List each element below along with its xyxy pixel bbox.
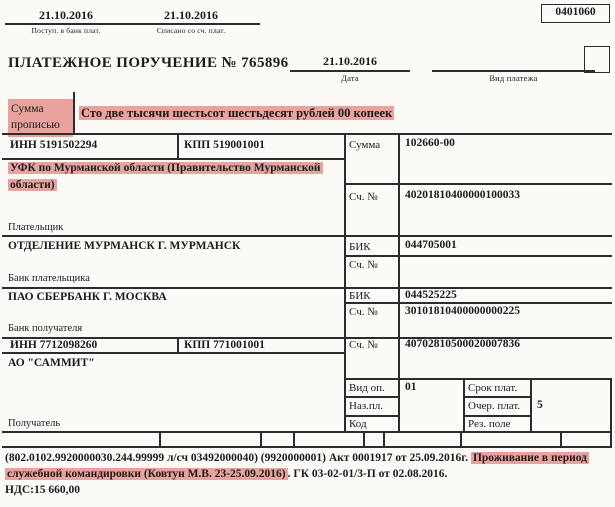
srok-rule	[463, 396, 531, 398]
payee-section-rule	[2, 431, 612, 433]
amount-in-words-label: Сумма прописью	[8, 99, 73, 137]
received-date-rule	[5, 23, 127, 25]
purpose-line2-highlight: служебной командировки (Ковтун М.В. 23-25.09.2016)	[7, 468, 286, 480]
tax-cell-divider-7	[560, 431, 562, 446]
srok-label: Срок плат.	[468, 382, 518, 394]
vat-line: НДС:15 660,00	[5, 484, 80, 496]
main-column-divider	[344, 133, 346, 431]
tax-cell-divider-4	[363, 431, 365, 446]
payee-bank-bik-label: БИК	[349, 290, 371, 302]
payment-kind-box	[584, 46, 610, 73]
document-date: 21.10.2016	[323, 54, 377, 68]
payer-bank-section-label: Банк плательщика	[8, 273, 90, 284]
form-code: 0401060	[555, 6, 596, 18]
payer-section-label: Плательщик	[8, 222, 64, 233]
payee-kpp: КПП 771001001	[184, 339, 265, 351]
payment-kind-rule	[432, 70, 595, 72]
payee-inn-kpp-divider	[177, 337, 179, 352]
srok-left-divider	[463, 378, 465, 431]
payer-account-label: Сч. №	[349, 191, 378, 203]
purpose-line1-plain: (802.0102.9920000030.244.99999 л/сч 03492000040) (9920000001) Акт 0001917 от 25.09.2016г.	[5, 452, 471, 464]
payer-bank-bik-rule	[344, 255, 612, 257]
vid-op-rule	[344, 396, 399, 398]
date-label: Дата	[341, 73, 359, 83]
payee-inn-row-rule	[2, 352, 344, 354]
payee-bank-section-label: Банк получателя	[8, 323, 83, 334]
tax-cell-divider-2	[260, 431, 262, 446]
payer-inn-kpp-divider	[177, 133, 179, 158]
srok-right-divider	[530, 378, 532, 431]
payer-bank-bik-value: 044705001	[405, 239, 457, 251]
payee-account-value: 40702810500020007836	[405, 338, 520, 350]
amount-label: Сумма	[349, 139, 381, 151]
tax-cell-divider-5	[383, 431, 385, 446]
operation-block-top-rule	[344, 378, 612, 380]
ocher-label: Очер. плат.	[468, 400, 521, 412]
payment-kind-label: Вид платежа	[489, 73, 538, 83]
payee-bank-bik-value: 044525225	[405, 289, 457, 301]
payer-section-rule	[2, 235, 612, 237]
payer-bank-account-label: Сч. №	[349, 259, 378, 271]
naz-label: Наз.пл.	[349, 400, 384, 412]
debited-date-rule	[122, 23, 260, 25]
ocher-rule	[463, 415, 531, 417]
payer-account-value: 40201810400000100033	[405, 189, 520, 201]
payer-bank-bik-label: БИК	[349, 241, 371, 253]
date-rule	[290, 70, 410, 72]
payer-inn-row-rule	[2, 158, 344, 160]
payer-name-line1: УФК по Мурманской области (Правительство Мурманской	[10, 162, 321, 174]
vid-op-label: Вид оп.	[349, 382, 385, 394]
tax-cell-divider-3	[293, 431, 295, 446]
tax-cell-divider-6	[460, 431, 462, 446]
payee-bank-bik-rule	[344, 302, 612, 304]
amount-in-words-text: Сто две тысячи шестьсот шестьдесят рублей 00 копеек	[81, 106, 393, 120]
vid-op-value: 01	[405, 381, 417, 393]
kod-label: Код	[349, 418, 367, 430]
received-in-bank-label: Поступ. в банк плат.	[31, 26, 101, 35]
payer-bank-section-rule	[2, 287, 612, 289]
amount-words-divider	[73, 92, 75, 133]
payee-name: АО "САММИТ"	[8, 357, 95, 369]
table-top-rule	[2, 133, 612, 135]
payee-inn: ИНН 7712098260	[10, 339, 98, 351]
amount-value: 102660-00	[405, 137, 455, 149]
payer-inn: ИНН 5191502294	[10, 139, 98, 151]
payee-bank-name: ПАО СБЕРБАНК Г. МОСКВА	[8, 291, 167, 303]
payee-bank-account-value: 30101810400000000225	[405, 305, 520, 317]
tax-fields-bottom-rule	[2, 446, 612, 448]
payer-kpp: КПП 519001001	[184, 139, 265, 151]
form-code-box	[541, 4, 610, 23]
tax-cell-divider-1	[159, 431, 161, 446]
payee-bank-account-label: Сч. №	[349, 306, 378, 318]
payee-account-label: Сч. №	[349, 339, 378, 351]
debited-label: Списано со сч. плат.	[156, 26, 226, 35]
naz-rule	[344, 415, 399, 417]
ocher-value: 5	[537, 399, 543, 411]
amount-cell-rule	[344, 183, 612, 185]
payee-section-label: Получатель	[8, 418, 61, 429]
purpose-line-1	[5, 450, 589, 466]
debited-date: 21.10.2016	[164, 8, 218, 22]
label-column-divider	[398, 133, 400, 431]
document-title: ПЛАТЕЖНОЕ ПОРУЧЕНИЕ № 765896	[8, 55, 289, 71]
purpose-line1-highlight: Проживание в период	[472, 452, 587, 464]
right-edge-divider	[610, 378, 612, 446]
purpose-line2-plain: . ГК 03-02-01/3-П от 02.08.2016.	[287, 468, 448, 480]
purpose-line-2	[5, 466, 447, 482]
received-in-bank-date: 21.10.2016	[39, 8, 93, 22]
payer-bank-name: ОТДЕЛЕНИЕ МУРМАНСК Г. МУРМАНСК	[8, 240, 241, 252]
payer-name-line2: области)	[10, 179, 55, 191]
rez-label: Рез. поле	[468, 418, 511, 430]
